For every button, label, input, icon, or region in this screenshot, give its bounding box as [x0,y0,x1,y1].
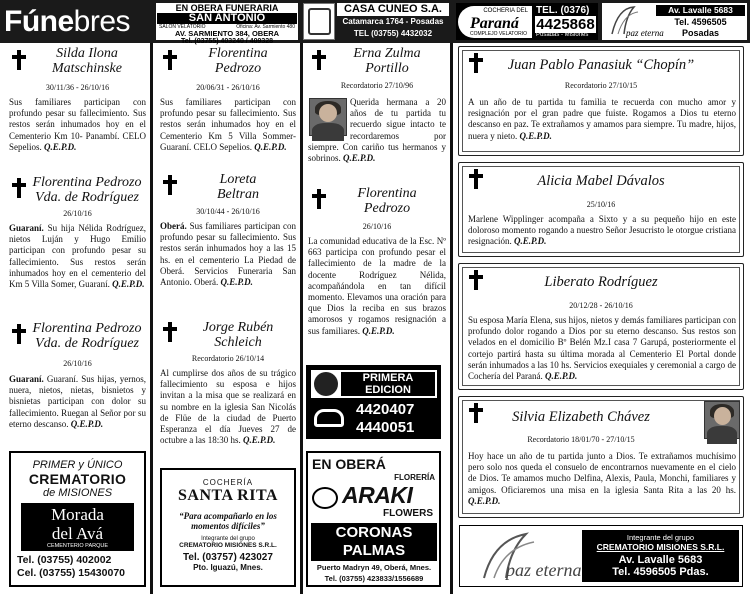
obituary-text: Guaraní. Su hija Nélida Rodríguez, nietos Luján y Hugo Emilio participan con profundo pesar su fallecimiento. Sus restos serán inhumados hoy en el cementerio del Km 5 Villa Somer, Guaraní. Q.E.P.D. [9,223,146,290]
obituary-date: Recordatorio 18/01/70 - 27/10/15 [527,435,635,444]
ad-line: Tel. (03755) 403240 / 409328 [180,38,274,45]
deceased-name: Florentina Pedrozo Vda. de Rodríguez [32,321,142,351]
obituary-date: 30/11/36 - 26/10/16 [45,83,110,92]
ad-line: PRIMER y ÚNICO [32,459,123,471]
deceased-name: Loreta Beltran [217,172,259,202]
ad-brand: ARAKI [342,482,413,508]
obituary-date: 26/10/16 [362,222,392,231]
obituary-date: 26/10/16 [63,359,92,368]
cross-icon [12,178,26,198]
ad-phone: 4440051 [356,419,415,436]
ad-phone: Tel. (03757) 423027 [183,552,273,563]
ad-line: Tel. 4596505 [674,17,727,27]
obituary-text: Sus familiares participan con profundo pesar su fallecimiento. Sus restos serán inhumados hoy en el Cementerio Km 5 Villa Sommer- Guaraní. CELO Sepelios. Q.E.P.D. [160,97,296,152]
ad-phone: Tel. (03755) 423833/1556689 [324,574,424,583]
ad-line: Posadas - Misiones [536,32,589,38]
paz-eterna-logo-icon [604,4,664,39]
ad-line: AV. SARMIENTO 384, OBERA [174,29,280,38]
ad-floreria-araki[interactable] [306,451,441,587]
obituary-text: Guaraní. Guaraní. Sus hijas, yernos, nuera, nietos, nietas, bisnietos y bisnietas participan con dolor su fallecimiento. Ruegan al Señor por su eterno descanso. Q.E.P.D. [9,374,146,429]
ad-line: CREMATORIO [28,471,127,487]
cross-icon [163,175,177,195]
ad-cocheria-santa-rita[interactable] [160,468,296,587]
ad-line: COCHERÍA [202,478,254,487]
ad-line: Integrante del grupo [201,536,255,542]
obituary-text: Su esposa María Elena, sus hijos, nietos y demás familiares participan con profundo dolor rogando a Dios por su eterno descanso. Sus restos son velados en el domicilio Bº Belén Mz.I casa 7 Garupá, posteriormente el cortejo partirá hasta su última morada al Cementerio El Portal donde serán inhumados a las 10 hs. Servicios exequiales y ceremonial a cargo de Cochería del Paraná. Q.E.P.D. [468,315,736,382]
ad-phone: 4420407 [356,401,415,418]
ad-logo-block: Morada del Avá CEMENTERIO PARQUE [21,503,134,551]
column-divider [150,43,153,594]
ad-paz-eterna-crematorio[interactable] [459,525,743,587]
obituary-text: A un año de tu partida tu familia te recuerda con mucho amor y resignación por el gran padre que fuiste. Rogamos a Dios tu eterno descanso en paz. Te extrañamos y amamos para siempre. Tu madre, hijos, nuera y nieto. Q.E.P.D. [468,97,736,141]
svg-text:paz eterna: paz eterna [626,28,664,38]
page-header [0,0,750,43]
ad-line: CASA CUNEO S.A. [337,3,449,16]
araki-logo-icon [312,487,338,509]
svg-text:paz eterna: paz eterna [506,560,582,580]
obituary-text: Oberá. Sus familiares participan con profundo pesar su fallecimiento. Sus restos serán inhumados hoy a las 15 hs. en el cementerio La Piedad de Oberá. Servicios Funeraria San Antonio. Oberá. Q.E.P.D. [160,221,296,288]
obituary-date: Recordatorio 26/10/14 [191,354,265,363]
ad-line: SANTA RITA [178,487,278,504]
cross-icon [312,189,326,209]
section-title: Fúnebres [4,5,131,38]
ad-address: Puerto Madryn 49, Oberá, Mnes. [316,563,432,572]
obituary-date: 30/10/44 - 26/10/16 [196,207,260,216]
deceased-name: Florentina Pedrozo Vda. de Rodríguez [32,175,142,205]
deceased-name: Jorge Rubén Schleich [202,320,274,350]
cross-icon [12,324,26,344]
ad-cocheria-parana[interactable] [456,3,598,40]
ad-line: TEL (03755) 4432032 [353,29,433,38]
ad-casa-cuneo[interactable] [337,3,449,40]
column-divider [450,43,453,594]
deceased-name: Silda Ilona Matschinske [52,46,122,76]
newspaper-logo-icon [314,372,338,396]
obituary-date: Recordatorio 27/10/15 [564,81,638,90]
ad-line: Pto. Iguazú, Mnes. [193,563,263,572]
parana-logo-icon: COCHERIA DEL Paraná COMPLEJO VELATORIO [458,6,532,38]
ad-line: SALON VELATORIO Oficina: Av. Sarmiento 480 [159,24,295,30]
deceased-name: Erna Zulma Portillo [353,46,421,76]
obituary-date: 20/06/31 - 26/10/16 [196,83,260,92]
phone-icon [314,409,344,427]
deceased-name: Florentina Pedrozo [208,46,268,76]
cross-icon [163,50,177,70]
ad-line: EN OBERÁ [312,456,386,472]
obituary-notice-framed [458,263,744,390]
deceased-name: Florentina Pedrozo [357,186,417,216]
column-divider [300,43,303,594]
paz-eterna-logo-icon [464,530,582,582]
ad-line: EN OBERA FUNERARIA [175,3,279,13]
ad-phone: Cel. (03755) 15430070 [17,567,125,579]
cross-icon [12,50,26,70]
obituary-text: Querida hermana a 20 años de tu partida tu recuerdo sigue intacto te recordaremos por siempre. Con cariño tus hermanos y sobrinos. Q.E.P.D. [308,97,446,164]
ad-line: TEL. (0376) [536,5,590,16]
obituary-text: Al cumplirse dos años de su trágico fallecimiento su esposa e hijos invitan a la misa que se realizará en su nombre en la iglesia San Nicolás de Flüe de la ciudad de Puerto Esperanza el día Jueves 27 de octubre a las 18:30 hs. Q.E.P.D. [160,368,296,446]
ad-crematorio-morada-del-ava[interactable] [9,451,146,587]
ad-products: CORONAS PALMAS [311,523,437,561]
obituary-date: 26/10/16 [63,209,92,218]
obituary-notice-framed [458,396,744,518]
ad-funeraria-san-antonio[interactable] [156,3,298,45]
cuneo-logo-icon [303,3,335,40]
obituary-date: Recordatorio 27/10/96 [340,81,414,90]
ad-paz-eterna[interactable] [602,3,747,40]
obituary-date: 25/10/16 [586,200,616,209]
ad-line: SAN ANTONIO [157,13,297,24]
ad-line: Av. Lavalle 5683 [656,5,745,16]
deceased-name: Juan Pablo Panasiuk “Chopín” [507,57,695,73]
ad-logo-block: PRIMERA EDICION [311,370,437,398]
obituary-notice-framed [458,162,744,257]
cross-icon [312,50,326,70]
obituary-notice-framed [458,46,744,156]
deceased-name: Liberato Rodríguez [544,274,658,290]
ad-line: FLOWERS [383,508,433,519]
obituary-text: Sus familiares participan con profundo pesar su fallecimiento. Sus restos serán inhumados hoy en el Cementerio Km 10- Panambí. CELO Sepelios. Q.E.P.D. [9,97,146,152]
ad-line: FLORERÍA [394,473,435,482]
deceased-name: Alicia Mabel Dávalos [537,173,665,189]
ad-line: Posadas [681,28,720,38]
cross-icon [163,322,177,342]
ad-line: de MISIONES [42,487,113,499]
ad-info-block: Integrante del grupo CREMATORIO MISIONES S.R.L. Av. Lavalle 5683 Tel. 4596505 Pdas. [582,530,739,582]
obituary-date: 20/12/28 - 26/10/16 [569,301,633,310]
obituary-text: La comunidad educativa de la Esc. Nº 663 participa con profundo pesar el fallecimiento de la madre de la docente Rodríguez Nélida, acompañándola en tan difícil momento. Elevamos una oración para que Dios la reciba en sus brazos amorosos y rogamos resignación a sus familiares. Q.E.P.D. [308,236,446,336]
obituary-text: Marlene Wipplinger acompaña a Sixto y a su pequeño hijo en este doloroso momento rogando a nuestro Señor Jesucristo le otorgue cristiana resignación. Q.E.P.D. [468,214,736,247]
ad-line: CREMATORIO MISIONES S.R.L. [179,542,277,549]
ad-phone: 4425868 [536,16,595,33]
ad-phone: Tel. (03755) 402002 [17,554,112,566]
ad-primera-edicion[interactable] [306,365,441,439]
obituary-text: Hoy hace un año de tu partida junto a Dios. Te extrañamos muchísimo pero solo nos queda el consuelo de encontrarnos nuevamente en el cielo de Dios. Te amamos mucho Delfina, Alexis, Paula, Monchi, familiares y amigos. Oficiaremos una misa en la iglesia Santa Rita a las 20 hs. Q.E.P.D. [468,451,736,506]
deceased-name: Silvia Elizabeth Chávez [512,409,650,425]
ad-slogan: “Para acompañarlo en los momentos difíciles” [179,511,277,531]
ad-line: Catamarca 1764 - Posadas [342,17,444,26]
deceased-photo [704,401,740,439]
